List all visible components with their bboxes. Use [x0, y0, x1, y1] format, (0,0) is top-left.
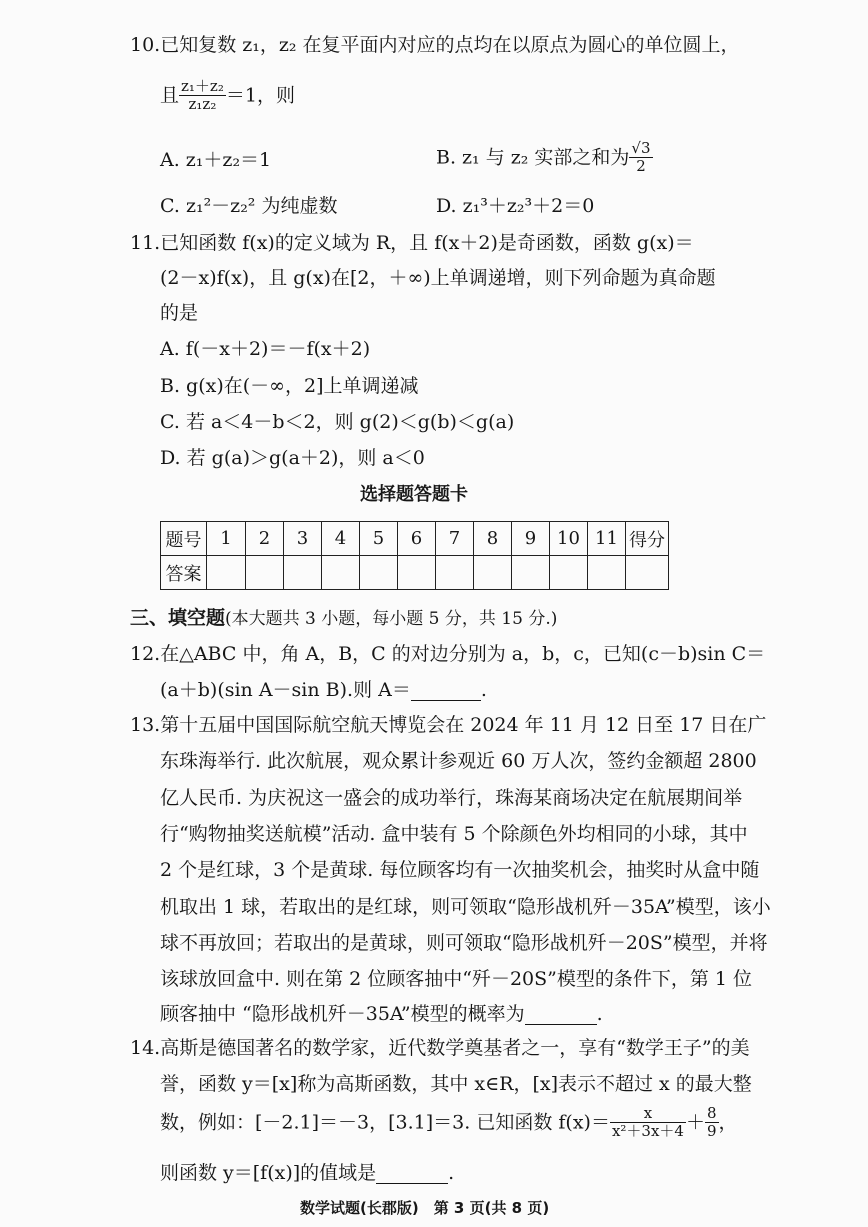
q13-line3: 亿人民币. 为庆祝这一盛会的成功举行，珠海某商场决定在航展期间举 — [160, 787, 743, 809]
q10-cond-suffix: ＝1，则 — [225, 84, 295, 107]
q12-stem-line2 — [160, 681, 487, 701]
q10-stem-line1: 10.已知复数 z₁，z₂ 在复平面内对应的点均在以原点为圆心的单位圆上， — [130, 34, 740, 56]
q12-answer-blank[interactable] — [411, 681, 481, 701]
q10-cond-numerator: z₁＋z₂ — [181, 77, 224, 95]
answer-cell[interactable] — [284, 556, 322, 590]
q13-line7: 球不再放回；若取出的是黄球，则可领取“隐形战机歼－20S”模型，并将 — [160, 932, 768, 954]
q11-stem-line2: (2－x)f(x)，且 g(x)在[2，＋∞)上单调递增，则下列命题为真命题 — [160, 267, 716, 289]
q13-answer-blank[interactable] — [525, 1005, 597, 1025]
card-number-cell: 6 — [398, 522, 436, 556]
q14-line4-end: . — [448, 1162, 455, 1184]
q10-option-b-denominator: 2 — [636, 157, 646, 176]
q14-line4-text: 则函数 y＝[f(x)]的值域是 — [160, 1162, 377, 1184]
row-label-answer: 答案 — [161, 556, 207, 590]
q10-option-b-fraction — [629, 140, 652, 176]
q10-option-b — [436, 140, 653, 176]
q12-line2-text: (a＋b)(sin A－sin B).则 A＝ — [160, 679, 411, 701]
card-number-cell: 7 — [436, 522, 474, 556]
q13-line2: 东珠海举行. 此次航展，观众累计参观近 60 万人次，签约金额超 2800 — [160, 750, 757, 772]
row-label-number: 题号 — [161, 522, 207, 556]
page-footer: 数学试题(长郡版) 第 3 页(共 8 页) — [300, 1199, 550, 1217]
card-number-cell: 9 — [512, 522, 550, 556]
score-label: 得分 — [626, 522, 669, 556]
q14-line3-end: ， — [718, 1111, 738, 1134]
q13-line9-text: 顾客抽中 “隐形战机歼－35A”模型的概率为 — [160, 1003, 525, 1025]
answer-cell[interactable] — [436, 556, 474, 590]
q14-frac2-denominator: 9 — [707, 1122, 717, 1141]
q10-option-a: A. z₁＋z₂＝1 — [160, 149, 272, 171]
q13-line9 — [160, 1005, 603, 1025]
q14-fraction-2 — [705, 1105, 719, 1141]
answer-card-title: 选择题答题卡 — [360, 484, 468, 505]
q10-option-b-numerator: √3 — [631, 139, 651, 157]
card-number-cell: 1 — [207, 522, 246, 556]
answer-cell[interactable] — [550, 556, 588, 590]
q14-fraction-1 — [610, 1105, 686, 1141]
section3-note: (本大题共 3 小题，每小题 5 分，共 15 分.) — [225, 609, 558, 629]
q12-line2-end: . — [480, 679, 487, 701]
q14-frac1-denominator: x²＋3x＋4 — [611, 1122, 684, 1141]
score-cell[interactable] — [626, 556, 669, 590]
answer-cell[interactable] — [512, 556, 550, 590]
q13-line5: 2 个是红球，3 个是黄球. 每位顾客均有一次抽奖机会，抽奖时从盒中随 — [160, 859, 760, 881]
q14-line3 — [160, 1105, 738, 1141]
q14-line1: 14.高斯是德国著名的数学家，近代数学奠基者之一，享有“数学王子”的美 — [130, 1037, 750, 1059]
q10-option-b-text: B. z₁ 与 z₂ 实部之和为 — [436, 146, 630, 169]
q10-cond-denominator: z₁z₂ — [188, 95, 217, 114]
card-number-cell: 11 — [588, 522, 626, 556]
q14-frac2-numerator: 8 — [707, 1104, 717, 1122]
q13-line6: 机取出 1 球，若取出的是红球，则可领取“隐形战机歼－35A”模型，该小 — [160, 896, 771, 918]
answer-card-table — [160, 521, 669, 590]
q13-line9-end: . — [596, 1003, 603, 1025]
q12-stem-line1: 12.在△ABC 中，角 A，B，C 的对边分别为 a，b，c，已知(c－b)sin C＝ — [130, 643, 766, 665]
answer-card-number-row — [161, 522, 669, 556]
q10-cond-fraction — [179, 78, 226, 114]
answer-card-answer-row — [161, 556, 669, 590]
section3-title: 三、填空题 — [130, 607, 226, 629]
answer-cell[interactable] — [588, 556, 626, 590]
q11-stem-line3: 的是 — [160, 302, 199, 324]
answer-cell[interactable] — [207, 556, 246, 590]
q10-option-d: D. z₁³＋z₂³＋2＝0 — [436, 195, 595, 217]
answer-cell[interactable] — [398, 556, 436, 590]
q14-answer-blank[interactable] — [376, 1164, 448, 1184]
q14-frac1-numerator: x — [610, 1105, 686, 1123]
q14-plus: ＋ — [685, 1111, 705, 1134]
answer-cell[interactable] — [474, 556, 512, 590]
q13-line4: 行“购物抽奖送航模”活动. 盒中装有 5 个除颜色外均相同的小球，其中 — [160, 823, 748, 845]
card-number-cell: 10 — [550, 522, 588, 556]
card-number-cell: 2 — [246, 522, 284, 556]
q11-option-d: D. 若 g(a)＞g(a＋2)，则 a＜0 — [160, 447, 425, 469]
q11-stem-line1: 11.已知函数 f(x)的定义域为 R，且 f(x＋2)是奇函数，函数 g(x)＝ — [130, 232, 694, 254]
section3-heading — [130, 609, 557, 628]
answer-cell[interactable] — [246, 556, 284, 590]
q13-line8: 该球放回盒中. 则在第 2 位顾客抽中“歼－20S”模型的条件下，第 1 位 — [160, 968, 753, 990]
q14-line2: 誉，函数 y＝[x]称为高斯函数，其中 x∈R，[x]表示不超过 x 的最大整 — [160, 1073, 752, 1095]
q10-condition — [160, 78, 295, 114]
q14-line4 — [160, 1164, 454, 1184]
answer-cell[interactable] — [322, 556, 360, 590]
card-number-cell: 5 — [360, 522, 398, 556]
q11-option-c: C. 若 a＜4－b＜2，则 g(2)＜g(b)＜g(a) — [160, 411, 515, 433]
q10-cond-prefix: 且 — [160, 84, 180, 107]
card-number-cell: 4 — [322, 522, 360, 556]
q11-option-b: B. g(x)在(－∞，2]上单调递减 — [160, 375, 419, 397]
q14-line3-text: 数，例如：[－2.1]＝－3，[3.1]＝3. 已知函数 f(x)＝ — [160, 1111, 610, 1134]
card-number-cell: 3 — [284, 522, 322, 556]
card-number-cell: 8 — [474, 522, 512, 556]
q13-line1: 13.第十五届中国国际航空航天博览会在 2024 年 11 月 12 日至 17 日在广 — [130, 714, 767, 736]
q10-option-c: C. z₁²－z₂² 为纯虚数 — [160, 195, 338, 217]
answer-cell[interactable] — [360, 556, 398, 590]
q11-option-a: A. f(－x＋2)＝－f(x＋2) — [160, 338, 371, 360]
